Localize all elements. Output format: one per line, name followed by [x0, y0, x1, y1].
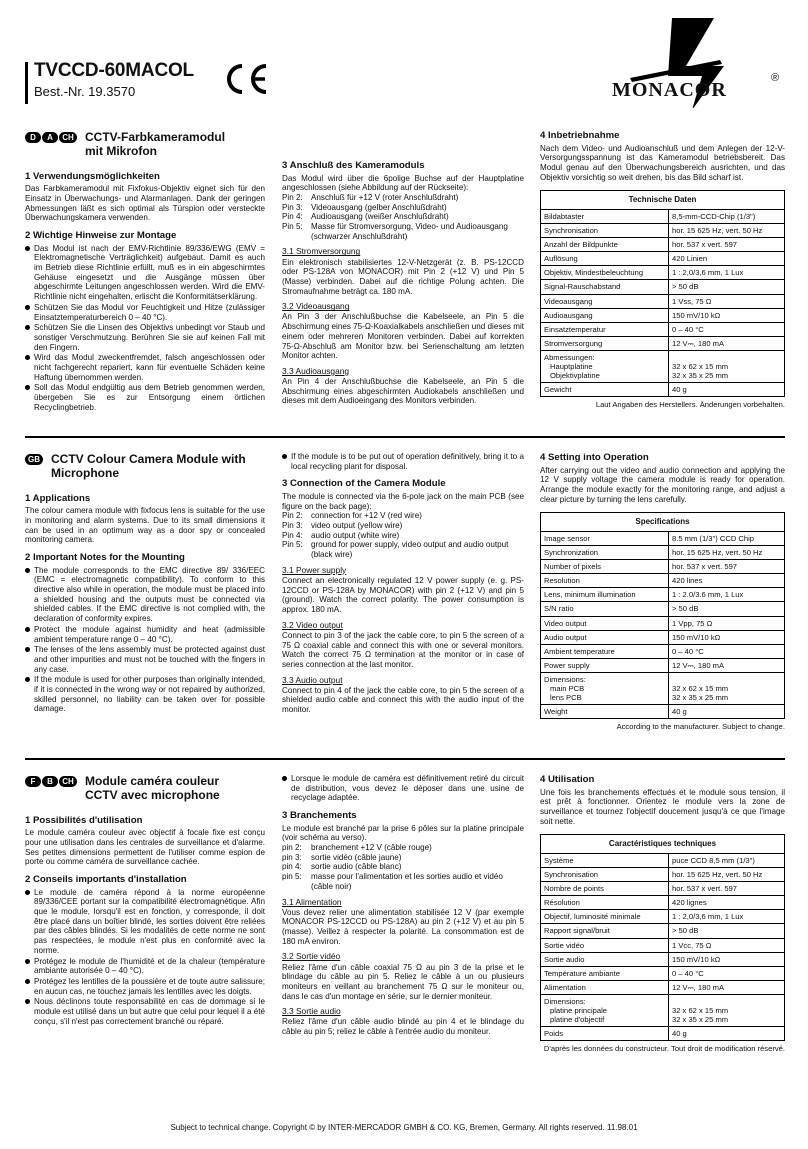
list-item: If the module is to be put out of operation definitively, bring it to a local recycling plant for disposal.	[282, 452, 524, 471]
paragraph: Connect to pin 3 of the jack the cable core, to pin 5 the screen of a 75 Ω coaxial cable and connect this with one or several monitors. Watch the correct 75 Ω termination at the monitor or in case of series connection at the last monitor.	[282, 630, 524, 669]
table-row	[541, 924, 785, 938]
french-column-2	[282, 774, 524, 1037]
table-cell: Objektiv, Mindestbeleuchtung	[541, 266, 669, 280]
paragraph: An Pin 4 der Anschlußbuchse die Kabelseele, an Pin 5 die Abschirmung eines abgeschirmten Audiokabels anschließen und dieses mit dem Audioeingang des Monitors verbinden.	[282, 376, 524, 406]
pin-key: Pin 3:	[282, 521, 303, 531]
table-cell: Image sensor	[541, 531, 669, 545]
table-cell: > 50 dB	[669, 280, 785, 294]
paragraph: Ein elektronisch stabilisiertes 12-V-Netzgerät (z. B. PS-12CCD oder PS-128A von MONACOR) mit Pin 2 (+12 V) und Pin 5 (Masse) verbinden. Dabei auf die richtige Polung achten. Die Stromaufnahme beträgt ca. 180 mA.	[282, 257, 524, 296]
list-item: Lorsque le module de caméra est définitivement retiré du circuit de distribution, vous devez le déposer dans une usine de recyclage adaptée.	[282, 774, 524, 803]
table-row	[541, 588, 785, 602]
table-row	[541, 1027, 785, 1041]
english-column-2	[282, 452, 524, 715]
ce-mark-icon	[222, 62, 270, 96]
table-row	[541, 336, 785, 350]
table-cell	[669, 351, 785, 383]
table-row	[541, 238, 785, 252]
table-cell: hor. 15 625 Hz, vert. 50 Hz	[669, 868, 785, 882]
table-row	[541, 705, 785, 719]
table-row	[541, 616, 785, 630]
subsection-heading: 3.1 Stromversorgung	[282, 246, 361, 257]
dim-value: 32 x 35 x 25 mm	[672, 693, 729, 703]
table-row	[541, 966, 785, 980]
table-cell: Stromversorgung	[541, 336, 669, 350]
german-title: CCTV-Farbkameramodul mit Mikrofon	[85, 130, 226, 159]
table-cell: Audioausgang	[541, 308, 669, 322]
table-cell: Signal-Rauschabstand	[541, 280, 669, 294]
subsection-heading: 3.2 Video output	[282, 619, 343, 630]
section-heading: 1 Applications	[25, 492, 91, 504]
pin-value: Anschluß für +12 V (roter Anschlußdraht)	[311, 192, 459, 202]
table-row	[541, 294, 785, 308]
notes-list	[25, 888, 265, 1027]
list-item: Protégez le module de l'humidité et de la chaleur (température ambiante autorisée 0 – 40 °C).	[25, 957, 265, 976]
section-heading: 4 Utilisation	[540, 774, 595, 785]
table-row	[541, 910, 785, 924]
notes-list	[282, 774, 524, 803]
table-cell: puce CCD 8,5 mm (1/3")	[669, 853, 785, 867]
table-cell: 12 V⎓, 180 mA	[669, 658, 785, 672]
table-cell: 1 : 2.0/3.6 mm, 1 Lux	[669, 588, 785, 602]
language-badge: GB	[25, 454, 43, 465]
paragraph: Nach dem Video- und Audioanschluß und dem Anlegen der 12-V-Versorgungsspannung ist das Kameramodul betriebsbereit. Das Modul genau auf den Überwachungsbereich ausrichten, und das Objektiv vorsichtig so weit drehen, bis das Bild scharf ist.	[540, 143, 785, 182]
paragraph: Une fois les branchements effectués et le module sous tension, il est prêt à fonctionner. Orientez le module vers la zone de surveillance et tournez l'objectif doucement jusqu'à ce que l'image soit nette.	[540, 787, 785, 826]
table-row	[541, 266, 785, 280]
pin-value: video output (yellow wire)	[311, 521, 403, 531]
table-cell: 12 V⎓, 180 mA	[669, 336, 785, 350]
table-cell	[669, 673, 785, 705]
table-cell: S/N ratio	[541, 602, 669, 616]
paragraph: Reliez l'âme d'un câble coaxial 75 Ω au pin 3 de la prise et le blindage du câble au pin 5. Reliez le câble à un ou plusieurs moniteurs en veillant au branchement 75 Ω sur le moniteur ou, dans le cas d'un montage en série, sur le dernier moniteur.	[282, 962, 524, 1001]
pin-value: audio output (white wire)	[311, 530, 400, 540]
table-cell: 150 mV/10 kΩ	[669, 308, 785, 322]
list-item: Schützen Sie das Modul vor Feuchtigkeit und Hitze (zulässiger Einsatztemperaturbereich 0 – 40 °C).	[25, 303, 265, 322]
section-heading: 2 Wichtige Hinweise zur Montage	[25, 230, 177, 242]
list-item: Nous déclinons toute responsabilité en cas de dommage si le module est utilisé dans un but autre que celui pour lequel il a été conçu, s'il n'est pas correctement branché ou réparé.	[25, 997, 265, 1026]
dim-value: 32 x 35 x 25 mm	[672, 1015, 729, 1025]
list-item: Wird das Modul zweckentfremdet, falsch angeschlossen oder nicht fachgerecht repariert, kann für eventuelle Schäden keine Haftung übernommen werden.	[25, 353, 265, 382]
paragraph: Le module est branché par la prise 6 pôles sur la platine principale (voir schéma au verso).	[282, 823, 524, 843]
table-note: According to the manufacturer. Subject to change.	[616, 722, 785, 732]
table-cell: Synchronisation	[541, 868, 669, 882]
pin-item	[282, 203, 524, 213]
table-cell: Système	[541, 853, 669, 867]
dim-value: 32 x 35 x 25 mm	[672, 371, 729, 381]
table-row	[541, 658, 785, 672]
pin-key: pin 4:	[282, 862, 302, 872]
notes-list	[25, 566, 265, 715]
table-cell: Power supply	[541, 658, 669, 672]
table-cell: > 50 dB	[669, 602, 785, 616]
language-badge: CH	[59, 132, 77, 143]
pin-value: Videoausgang (gelber Anschlußdraht)	[311, 202, 447, 212]
table-cell	[541, 673, 669, 705]
table-cell: Videoausgang	[541, 294, 669, 308]
paragraph: After carrying out the video and audio connection and applying the 12 V supply voltage the camera module is ready for operation. Arrange the module exactly for the monitoring range, and adjust a clear picture by turning the lens carefully.	[540, 465, 785, 504]
pin-key: pin 5:	[282, 872, 302, 882]
table-row	[541, 383, 785, 397]
list-item: Protect the module against humidity and heat (admissible ambient temperature range 0 – 40 °C).	[25, 625, 265, 644]
dim-value: 32 x 62 x 15 mm	[672, 684, 729, 694]
pin-value: Audioausgang (weißer Anschlußdraht)	[311, 212, 449, 222]
table-cell: Synchronization	[541, 546, 669, 560]
table-cell: 12 V⎓, 180 mA	[669, 980, 785, 994]
pin-item	[282, 212, 524, 222]
section-heading: 3 Anschluß des Kameramoduls	[282, 160, 425, 171]
table-row	[541, 673, 785, 705]
table-cell: 420 lignes	[669, 896, 785, 910]
table-cell: 1 Vss, 75 Ω	[669, 294, 785, 308]
table-title: Technische Daten	[541, 191, 785, 210]
table-row	[541, 560, 785, 574]
subsection-heading: 3.1 Alimentation	[282, 896, 342, 907]
pin-item	[282, 540, 524, 559]
dim-label: platine d'objectif	[550, 1015, 605, 1025]
table-row	[541, 644, 785, 658]
table-cell: Video output	[541, 616, 669, 630]
table-cell: Anzahl der Bildpunkte	[541, 238, 669, 252]
pin-item	[282, 222, 524, 241]
paragraph: Das Farbkameramodul mit Fixfokus-Objektiv eignet sich für den Einsatz in Überwachungs- und Alarmanlagen. Dank der geringen Abmessungen läßt es sich optimal als Türspion oder versteckte Überwachungskamera verwenden.	[25, 184, 265, 223]
table-cell: 1 Vpp, 75 Ω	[669, 616, 785, 630]
pin-key: pin 2:	[282, 843, 302, 853]
french-column-3	[540, 774, 785, 1054]
table-row	[541, 308, 785, 322]
pin-key: Pin 5:	[282, 222, 303, 232]
subsection-heading: 3.2 Sortie vidéo	[282, 951, 341, 962]
table-cell: Ambient temperature	[541, 644, 669, 658]
table-title: Caractéristiques techniques	[541, 835, 785, 854]
paragraph: An Pin 3 der Anschlußbuchse die Kabelseele, an Pin 5 die Abschirmung eines 75-Ω-Koaxialkabels anschließen und dieses mit einem oder mehreren Monitoren verbinden. Dabei auf korrekten 75-Ω-Abschluß am Monitor bzw. bei Serienschaltung am letzten Monitor achten.	[282, 312, 524, 361]
notes-list	[25, 244, 265, 413]
english-title: CCTV Colour Camera Module with Microphone	[51, 452, 246, 481]
table-cell: Poids	[541, 1027, 669, 1041]
language-badge: A	[42, 132, 58, 143]
list-item: Soll das Modul endgültig aus dem Betrieb genommen werden, übergeben Sie es zur Entsorgung einem örtlichen Recyclingbetrieb.	[25, 383, 265, 412]
brand-name: MONACOR	[612, 79, 727, 101]
table-cell: 0 – 40 °C	[669, 644, 785, 658]
table-row	[541, 280, 785, 294]
pin-value: Masse für Stromversorgung, Video- und Audioausgang (schwarzer Anschlußdraht)	[311, 222, 508, 241]
table-cell: hor. 537 x vert. 597	[669, 560, 785, 574]
table-row	[541, 995, 785, 1027]
section-heading: 1 Verwendungsmöglichkeiten	[25, 170, 160, 182]
table-cell	[541, 351, 669, 383]
table-cell: 0 – 40 °C	[669, 322, 785, 336]
table-row	[541, 630, 785, 644]
german-language-badges	[25, 132, 77, 143]
table-cell: Sortie audio	[541, 952, 669, 966]
section-divider	[25, 758, 785, 760]
pin-key: pin 3:	[282, 852, 302, 862]
table-cell: 1 : 2,0/3,6 mm, 1 Lux	[669, 910, 785, 924]
table-cell: Resolution	[541, 574, 669, 588]
table-note: D'après les données du constructeur. Tout droit de modification réservé.	[543, 1044, 785, 1054]
pin-item	[282, 511, 524, 521]
table-cell: 40 g	[669, 383, 785, 397]
list-item: Schützen Sie die Linsen des Objektivs unbedingt vor Staub und sonstiger Verschmutzung. Berühren Sie sie auf keinen Fall mit den Fingern.	[25, 323, 265, 352]
dim-label: platine principale	[550, 1006, 607, 1016]
table-cell: Weight	[541, 705, 669, 719]
table-cell: 150 mV/10 kΩ	[669, 952, 785, 966]
pin-item	[282, 521, 524, 531]
section-heading: 4 Inbetriebnahme	[540, 130, 620, 141]
english-language-badges	[25, 454, 43, 465]
table-cell: 1 Vcc, 75 Ω	[669, 938, 785, 952]
french-heading	[25, 774, 265, 803]
pin-key: Pin 4:	[282, 530, 303, 540]
german-column-2	[282, 130, 524, 406]
list-item: The lenses of the lens assembly must be protected against dust and other impurities and must not be touched with the fingers in any case.	[25, 645, 265, 674]
pin-value: connection for +12 V (red wire)	[311, 511, 422, 521]
table-row	[541, 252, 785, 266]
pin-key: Pin 5:	[282, 540, 303, 550]
table-cell: Auflösung	[541, 252, 669, 266]
dim-label: Objektivplatine	[550, 371, 600, 381]
dim-label: Dimensions:	[544, 675, 586, 684]
dim-label: Abmessungen:	[544, 353, 595, 362]
pin-value: masse pour l'alimentation et les sorties audio et vidéo (câble noir)	[311, 872, 503, 891]
paragraph: The module is connected via the 6-pole jack on the main PCB (see figure on the back page):	[282, 491, 524, 511]
table-cell: > 50 dB	[669, 924, 785, 938]
specs-table	[540, 834, 785, 1041]
table-cell: Résolution	[541, 896, 669, 910]
table-row	[541, 952, 785, 966]
pin-list	[282, 511, 524, 560]
table-cell: 40 g	[669, 1027, 785, 1041]
paragraph: Vous devez relier une alimentation stabilisée 12 V (par exemple MONACOR PS-12CCD ou PS-128A) au pin 2 (+12 V) et au pin 5 (masse). Veillez à respecter la polarité. La consommation est de 180 mA environ.	[282, 907, 524, 946]
english-column-1	[25, 452, 265, 715]
table-cell: Lens, minimum illumination	[541, 588, 669, 602]
pin-value: branchement +12 V (câble rouge)	[311, 843, 432, 853]
pin-value: sortie vidéo (câble jaune)	[311, 852, 402, 862]
dim-label: lens PCB	[550, 693, 582, 703]
table-cell: 1 : 2,0/3,6 mm, 1 Lux	[669, 266, 785, 280]
german-column-1	[25, 130, 265, 414]
paragraph: Das Modul wird über die 6polige Buchse auf der Hauptplatine angeschlossen (siehe Abbildung auf der Rückseite):	[282, 173, 524, 193]
order-number: Best.-Nr. 19.3570	[34, 84, 136, 99]
table-row	[541, 546, 785, 560]
table-row	[541, 602, 785, 616]
section-heading: 3 Connection of the Camera Module	[282, 478, 446, 490]
table-cell: 0 – 40 °C	[669, 966, 785, 980]
table-row	[541, 980, 785, 994]
table-row	[541, 322, 785, 336]
pin-item	[282, 862, 524, 872]
pin-list	[282, 843, 524, 892]
french-column-1	[25, 774, 265, 1027]
german-heading	[25, 130, 265, 159]
subsection-heading: 3.3 Audio output	[282, 674, 343, 685]
pin-list	[282, 193, 524, 242]
table-cell: Synchronisation	[541, 224, 669, 238]
section-heading: 2 Conseils importants d'installation	[25, 874, 187, 886]
table-cell: Audio output	[541, 630, 669, 644]
subsection-heading: 3.2 Videoausgang	[282, 301, 350, 312]
table-cell	[669, 995, 785, 1027]
french-title: Module caméra couleur CCTV avec microphone	[85, 774, 220, 803]
table-cell	[541, 995, 669, 1027]
pin-item	[282, 193, 524, 203]
specs-table	[540, 190, 785, 397]
list-item: The module corresponds to the EMC directive 89/ 336/EEC (EMC = electromagnetic compatibility). To conform to this directive also while in operation, the module must be placed into a shielded housing and the outputs must be connected via shielded cables. If the EMC directive is not complied with, the declaration of conformity expires.	[25, 566, 265, 624]
table-row	[541, 868, 785, 882]
table-cell: Sortie vidéo	[541, 938, 669, 952]
list-item: Das Modul ist nach der EMV-Richtlinie 89/336/EWG (EMV = Elektromagnetische Verträglichkeit) aufgebaut. Damit es auch im Betrieb diese Richtlinie erfüllt, muß es in ein abgeschirmtes Gehäuse eingesetzt und die Ausgänge müssen über abgeschirmte Leitungen angeschlossen werden. Wird die EMV-Richtlinie nicht eingehalten, erlischt die Konformitätserklärung.	[25, 244, 265, 302]
table-note: Laut Angaben des Herstellers. Änderungen vorbehalten.	[595, 400, 785, 410]
subsection-heading: 3.3 Sortie audio	[282, 1006, 341, 1017]
section-heading: 2 Important Notes for the Mounting	[25, 552, 185, 564]
table-row	[541, 896, 785, 910]
specs-table	[540, 512, 785, 719]
table-row	[541, 853, 785, 867]
table-row	[541, 882, 785, 896]
language-badge: B	[42, 776, 58, 787]
table-cell: hor. 15 625 Hz, vert. 50 Hz	[669, 224, 785, 238]
german-column-3	[540, 130, 785, 410]
language-badge: D	[25, 132, 41, 143]
language-badge: CH	[59, 776, 77, 787]
pin-value: sortie audio (câble blanc)	[311, 862, 402, 872]
table-title: Specifications	[541, 513, 785, 532]
paragraph: Le module caméra couleur avec objectif à focale fixe est conçu pour une utilisation dans les centrales de surveillance et d'alarme. Ses petites dimensions permettent de l'utiliser comme espion de porte ou comme caméra de surveillance cachée.	[25, 828, 265, 867]
pin-key: Pin 4:	[282, 212, 303, 222]
table-cell: Objectif, luminosité minimale	[541, 910, 669, 924]
table-cell: hor. 537 x vert. 597	[669, 882, 785, 896]
table-cell: 420 Linien	[669, 252, 785, 266]
table-cell: Gewicht	[541, 383, 669, 397]
model-name: TVCCD-60MACOL	[34, 60, 194, 81]
table-row	[541, 531, 785, 545]
english-column-3	[540, 452, 785, 732]
table-cell: Rapport signal/bruit	[541, 924, 669, 938]
table-cell: 420 lines	[669, 574, 785, 588]
registered-mark: ®	[771, 72, 780, 84]
english-heading	[25, 452, 265, 481]
pin-key: Pin 3:	[282, 202, 303, 212]
table-cell: 40 g	[669, 705, 785, 719]
paragraph: Reliez l'âme d'un câble audio blindé au pin 4 et le blindage du câble au pin 5; reliez le câble à l'entrée audio du moniteur.	[282, 1017, 524, 1037]
list-item: Protégez les lentilles de la poussière et de toute autre salissure; en aucun cas, ne touchez jamais les lentilles avec les doigts.	[25, 977, 265, 996]
table-cell: 150 mV/10 kΩ	[669, 630, 785, 644]
section-heading: 4 Setting into Operation	[540, 452, 649, 463]
table-cell: 8.5 mm (1/3") CCD Chip	[669, 531, 785, 545]
table-cell: 8,5-mm-CCD-Chip (1/3")	[669, 209, 785, 223]
footer-copyright: Subject to technical change. Copyright © by INTER-MERCADOR GMBH & CO. KG, Bremen, Germany. All rights reserved. 11.98.01	[170, 1123, 638, 1132]
table-row	[541, 209, 785, 223]
paragraph: Connect an electronically regulated 12 V power supply (e. g. PS-12CCD or PS-128A by MONACOR) with pin 2 (+12 V) and pin 5 (ground). Watch the correct polarity. The power consumption is approx. 180 mA.	[282, 575, 524, 615]
list-item: Le module de caméra répond à la norme européenne 89/336/CEE portant sur la compatibilité électromagnétique. Afin que le module, lorsqu'il est en fonction, y corresponde, il doit être placé dans un boîtier blindé, les sorties doivent être reliées par des câbles blindés. Si les modalités de cette norme ne sont pas respectées, le module n'est plus en conformité avec la norme.	[25, 888, 265, 956]
section-heading: 3 Branchements	[282, 810, 357, 822]
pin-item	[282, 853, 524, 863]
paragraph: The colour camera module with fixfocus lens is suitable for the use in monitoring and alarm systems. Due to its small dimensions it can be used in an optimum way as a door spy or concealed monitoring camera.	[25, 506, 265, 545]
table-cell: Alimentation	[541, 980, 669, 994]
pin-item	[282, 872, 524, 891]
dim-label: main PCB	[550, 684, 585, 694]
table-cell: hor. 15 625 Hz, vert. 50 Hz	[669, 546, 785, 560]
section-heading: 1 Possibilités d'utilisation	[25, 814, 143, 826]
table-row	[541, 224, 785, 238]
table-row	[541, 574, 785, 588]
header-bar	[25, 62, 28, 104]
notes-list	[282, 452, 524, 471]
subsection-heading: 3.1 Power supply	[282, 564, 347, 575]
dim-value: 32 x 62 x 15 mm	[672, 1006, 729, 1016]
dim-label: Hauptplatine	[550, 362, 593, 372]
subsection-heading: 3.3 Audioausgang	[282, 365, 350, 376]
dim-value: 32 x 62 x 15 mm	[672, 362, 729, 372]
table-cell: Einsatztemperatur	[541, 322, 669, 336]
table-cell: Bildabtaster	[541, 209, 669, 223]
pin-item	[282, 531, 524, 541]
section-divider	[25, 436, 785, 438]
french-language-badges	[25, 776, 77, 787]
pin-value: ground for power supply, video output and audio output (black wire)	[311, 540, 509, 560]
paragraph: Connect to pin 4 of the jack the cable core, to pin 5 the screen of a shielded audio cable and connect this with the audio input of the monitor.	[282, 685, 524, 715]
dim-label: Dimensions:	[544, 997, 586, 1006]
table-row	[541, 938, 785, 952]
language-badge: F	[25, 776, 41, 787]
pin-key: Pin 2:	[282, 192, 303, 202]
table-cell: hor. 537 x vert. 597	[669, 238, 785, 252]
list-item: If the module is used for other purposes than originally intended, if it is connected in the wrong way or not repaired by authorized, skilled personnel, no liability can be taken over for possible damage.	[25, 675, 265, 714]
table-cell: Température ambiante	[541, 966, 669, 980]
table-row	[541, 351, 785, 383]
table-cell: Nombre de points	[541, 882, 669, 896]
pin-item	[282, 843, 524, 853]
pin-key: Pin 2:	[282, 511, 303, 521]
table-cell: Number of pixels	[541, 560, 669, 574]
